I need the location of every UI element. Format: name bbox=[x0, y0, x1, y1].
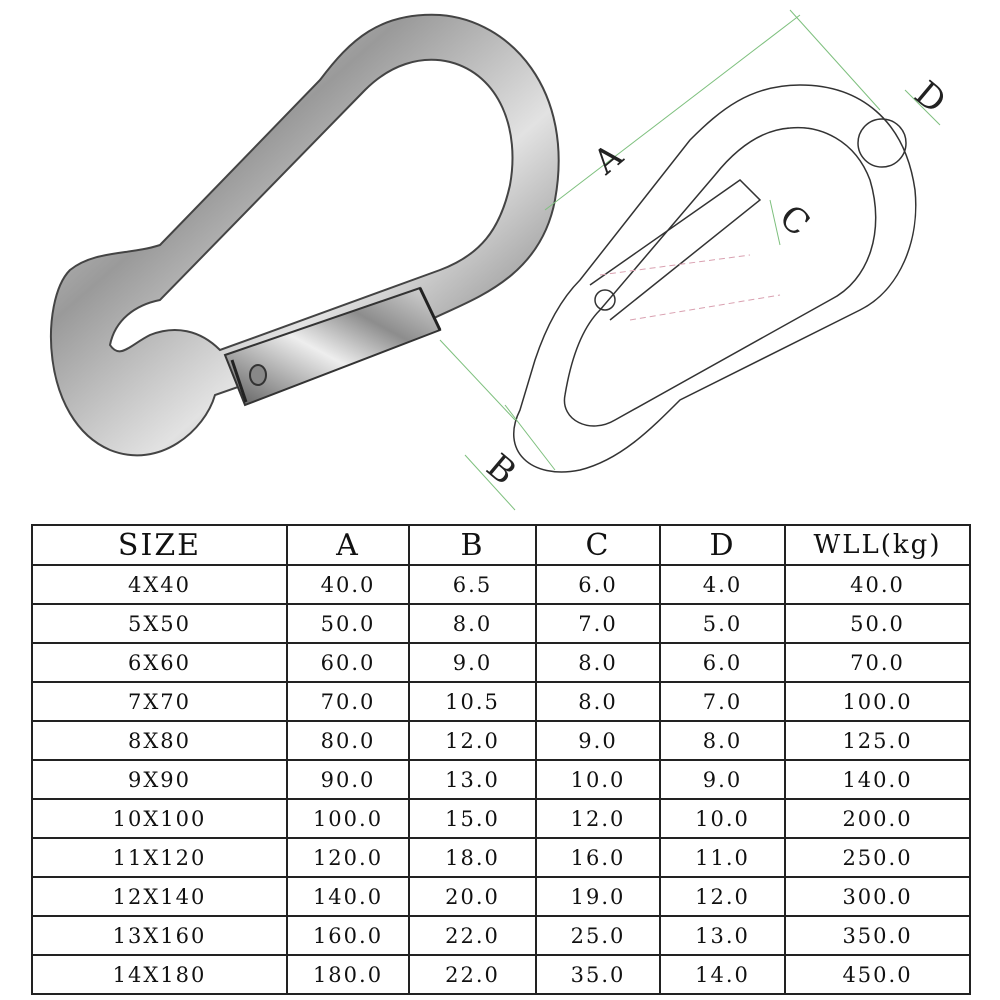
cell-wll: 40.0 bbox=[785, 565, 970, 604]
cell-d: 5.0 bbox=[660, 604, 785, 643]
cell-wll: 125.0 bbox=[785, 721, 970, 760]
cell-size: 14X180 bbox=[32, 955, 287, 994]
spec-table-head bbox=[32, 525, 970, 565]
cell-a: 90.0 bbox=[287, 760, 409, 799]
cell-wll: 350.0 bbox=[785, 916, 970, 955]
dim-a-line bbox=[545, 15, 800, 210]
label-c: C bbox=[771, 197, 818, 245]
cell-a: 60.0 bbox=[287, 643, 409, 682]
cell-a: 100.0 bbox=[287, 799, 409, 838]
cell-size: 12X140 bbox=[32, 877, 287, 916]
header-a: A bbox=[287, 525, 409, 565]
cell-a: 180.0 bbox=[287, 955, 409, 994]
cell-wll: 300.0 bbox=[785, 877, 970, 916]
cell-c: 10.0 bbox=[536, 760, 660, 799]
dim-a-ext2 bbox=[790, 10, 880, 110]
hook-body bbox=[51, 15, 559, 456]
cell-c: 35.0 bbox=[536, 955, 660, 994]
cell-a: 160.0 bbox=[287, 916, 409, 955]
cell-d: 10.0 bbox=[660, 799, 785, 838]
table-row bbox=[32, 838, 970, 877]
cell-d: 4.0 bbox=[660, 565, 785, 604]
cell-c: 19.0 bbox=[536, 877, 660, 916]
table-row bbox=[32, 643, 970, 682]
snap-hook-photo bbox=[51, 15, 559, 456]
wire-diameter-circle bbox=[858, 119, 906, 167]
cell-size: 9X90 bbox=[32, 760, 287, 799]
cell-size: 6X60 bbox=[32, 643, 287, 682]
cell-b: 12.0 bbox=[409, 721, 536, 760]
cell-d: 14.0 bbox=[660, 955, 785, 994]
header-row bbox=[32, 525, 970, 565]
table-row bbox=[32, 799, 970, 838]
cell-b: 22.0 bbox=[409, 955, 536, 994]
header-c: C bbox=[536, 525, 660, 565]
cell-b: 8.0 bbox=[409, 604, 536, 643]
dim-c-guide2 bbox=[630, 295, 780, 320]
header-size: SIZE bbox=[32, 525, 287, 565]
table-row bbox=[32, 877, 970, 916]
gate-rivet bbox=[250, 365, 266, 385]
hinge-circle bbox=[595, 290, 615, 310]
cell-d: 11.0 bbox=[660, 838, 785, 877]
cell-d: 7.0 bbox=[660, 682, 785, 721]
cell-b: 20.0 bbox=[409, 877, 536, 916]
dim-a-ext1 bbox=[440, 340, 515, 420]
header-wll: WLL(kg) bbox=[785, 525, 970, 565]
hook-outline bbox=[514, 85, 916, 472]
cell-b: 9.0 bbox=[409, 643, 536, 682]
cell-wll: 100.0 bbox=[785, 682, 970, 721]
spec-table-body bbox=[32, 565, 970, 994]
cell-a: 140.0 bbox=[287, 877, 409, 916]
cell-size: 5X50 bbox=[32, 604, 287, 643]
cell-wll: 70.0 bbox=[785, 643, 970, 682]
cell-a: 50.0 bbox=[287, 604, 409, 643]
table-row bbox=[32, 565, 970, 604]
cell-d: 8.0 bbox=[660, 721, 785, 760]
cell-b: 10.5 bbox=[409, 682, 536, 721]
spec-table bbox=[31, 524, 971, 995]
cell-size: 8X80 bbox=[32, 721, 287, 760]
table-row bbox=[32, 721, 970, 760]
cell-d: 6.0 bbox=[660, 643, 785, 682]
cell-c: 25.0 bbox=[536, 916, 660, 955]
cell-a: 70.0 bbox=[287, 682, 409, 721]
cell-c: 6.0 bbox=[536, 565, 660, 604]
cell-d: 12.0 bbox=[660, 877, 785, 916]
cell-size: 10X100 bbox=[32, 799, 287, 838]
cell-wll: 140.0 bbox=[785, 760, 970, 799]
cell-c: 8.0 bbox=[536, 643, 660, 682]
label-b: B bbox=[478, 446, 524, 493]
cell-size: 4X40 bbox=[32, 565, 287, 604]
table-row bbox=[32, 916, 970, 955]
label-d: D bbox=[906, 73, 954, 122]
cell-a: 40.0 bbox=[287, 565, 409, 604]
hook-gate bbox=[225, 288, 440, 405]
cell-wll: 450.0 bbox=[785, 955, 970, 994]
cell-c: 9.0 bbox=[536, 721, 660, 760]
cell-wll: 250.0 bbox=[785, 838, 970, 877]
table-row bbox=[32, 955, 970, 994]
cell-c: 8.0 bbox=[536, 682, 660, 721]
header-d: D bbox=[660, 525, 785, 565]
cell-d: 9.0 bbox=[660, 760, 785, 799]
table-row bbox=[32, 604, 970, 643]
cell-b: 22.0 bbox=[409, 916, 536, 955]
cell-c: 12.0 bbox=[536, 799, 660, 838]
cell-c: 16.0 bbox=[536, 838, 660, 877]
cell-wll: 50.0 bbox=[785, 604, 970, 643]
label-a: A bbox=[586, 136, 631, 183]
table-row bbox=[32, 682, 970, 721]
cell-a: 80.0 bbox=[287, 721, 409, 760]
dim-c-guide1 bbox=[600, 255, 750, 275]
table-row bbox=[32, 760, 970, 799]
header-b: B bbox=[409, 525, 536, 565]
cell-wll: 200.0 bbox=[785, 799, 970, 838]
cell-size: 13X160 bbox=[32, 916, 287, 955]
cell-size: 11X120 bbox=[32, 838, 287, 877]
cell-c: 7.0 bbox=[536, 604, 660, 643]
cell-b: 15.0 bbox=[409, 799, 536, 838]
cell-b: 18.0 bbox=[409, 838, 536, 877]
cell-b: 6.5 bbox=[409, 565, 536, 604]
cell-a: 120.0 bbox=[287, 838, 409, 877]
cell-size: 7X70 bbox=[32, 682, 287, 721]
cell-d: 13.0 bbox=[660, 916, 785, 955]
cell-b: 13.0 bbox=[409, 760, 536, 799]
